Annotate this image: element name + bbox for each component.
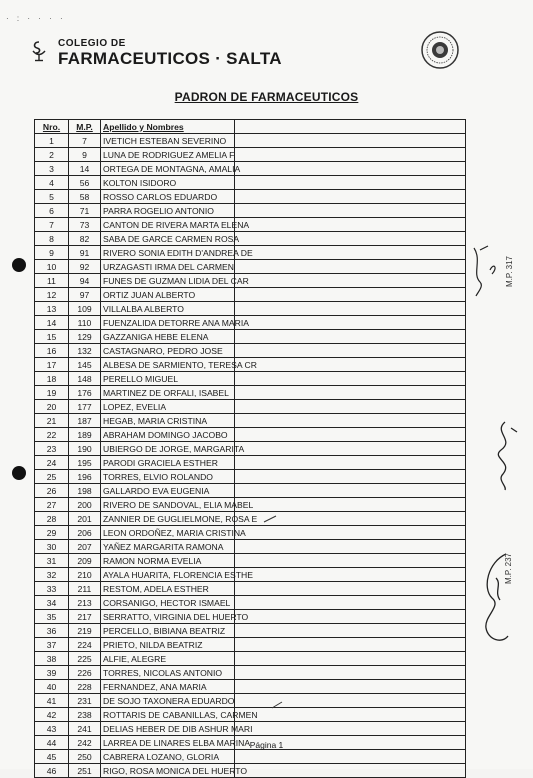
table-row — [35, 470, 466, 484]
row-mp: 177 — [69, 400, 101, 414]
row-mp: 200 — [69, 498, 101, 512]
official-seal-icon — [420, 30, 460, 70]
row-signature-cell — [235, 582, 466, 596]
page-number: Página 1 — [249, 740, 284, 750]
row-name: ORTEGA DE MONTAGNA, AMALIA — [101, 162, 235, 176]
row-name: GAZZANIGA HEBE ELENA — [101, 330, 235, 344]
table-row — [35, 666, 466, 680]
table-row — [35, 624, 466, 638]
row-name: KOLTON ISIDORO — [101, 176, 235, 190]
scan-dots: · : · · · · — [6, 14, 66, 23]
row-signature-cell — [235, 596, 466, 610]
row-name: ORTIZ JUAN ALBERTO — [101, 288, 235, 302]
row-nro: 14 — [35, 316, 69, 330]
row-name: RESTOM, ADELA ESTHER — [101, 582, 235, 596]
brand-title: FARMACEUTICOS · SALTA — [58, 49, 282, 68]
row-name: LUNA DE RODRIGUEZ AMELIA F. — [101, 148, 235, 162]
row-mp: 109 — [69, 302, 101, 316]
row-nro: 29 — [35, 526, 69, 540]
row-nro: 17 — [35, 358, 69, 372]
row-mp: 94 — [69, 274, 101, 288]
row-nro: 28 — [35, 512, 69, 526]
row-mp: 226 — [69, 666, 101, 680]
table-row — [35, 274, 466, 288]
table-row — [35, 400, 466, 414]
row-nro: 45 — [35, 750, 69, 764]
row-nro: 10 — [35, 260, 69, 274]
row-name: URZAGASTI IRMA DEL CARMEN — [101, 260, 235, 274]
table-row — [35, 596, 466, 610]
row-name: MARTINEZ DE ORFALI, ISABEL — [101, 386, 235, 400]
row-mp: 97 — [69, 288, 101, 302]
margin-note-1: M.P. 317 — [505, 256, 514, 287]
row-name: GALLARDO EVA EUGENIA — [101, 484, 235, 498]
row-mp: 250 — [69, 750, 101, 764]
row-signature-cell — [235, 680, 466, 694]
row-nro: 21 — [35, 414, 69, 428]
row-name: IVETICH ESTEBAN SEVERINO — [101, 134, 235, 148]
row-signature-cell — [235, 260, 466, 274]
table-row — [35, 750, 466, 764]
table-row — [35, 694, 466, 708]
row-name: ALFIE, ALEGRE — [101, 652, 235, 666]
row-signature-cell — [235, 652, 466, 666]
row-mp: 219 — [69, 624, 101, 638]
row-signature-cell — [235, 372, 466, 386]
row-signature-cell — [235, 274, 466, 288]
row-nro: 26 — [35, 484, 69, 498]
brand-subtitle: COLEGIO DE — [58, 38, 126, 49]
row-signature-cell — [235, 190, 466, 204]
row-nro: 40 — [35, 680, 69, 694]
table-row — [35, 456, 466, 470]
row-mp: 211 — [69, 582, 101, 596]
row-mp: 110 — [69, 316, 101, 330]
table-row — [35, 246, 466, 260]
row-nro: 32 — [35, 568, 69, 582]
table-row — [35, 316, 466, 330]
row-nro: 25 — [35, 470, 69, 484]
table-row — [35, 568, 466, 582]
table-row — [35, 358, 466, 372]
row-nro: 6 — [35, 204, 69, 218]
row-mp: 176 — [69, 386, 101, 400]
row-name: TORRES, ELVIO ROLANDO — [101, 470, 235, 484]
check-mark-icon — [270, 700, 284, 710]
row-nro: 30 — [35, 540, 69, 554]
table-row — [35, 554, 466, 568]
table-row — [35, 652, 466, 666]
row-mp: 231 — [69, 694, 101, 708]
table-row — [35, 372, 466, 386]
row-nro: 34 — [35, 596, 69, 610]
row-nro: 44 — [35, 736, 69, 750]
table-row — [35, 708, 466, 722]
row-mp: 217 — [69, 610, 101, 624]
row-name: DE SOJO TAXONERA EDUARDO — [101, 694, 235, 708]
row-name: PARODI GRACIELA ESTHER — [101, 456, 235, 470]
row-mp: 187 — [69, 414, 101, 428]
row-name: TORRES, NICOLAS ANTONIO — [101, 666, 235, 680]
row-mp: 132 — [69, 344, 101, 358]
row-mp: 242 — [69, 736, 101, 750]
row-nro: 31 — [35, 554, 69, 568]
row-name: ABRAHAM DOMINGO JACOBO — [101, 428, 235, 442]
table-row — [35, 526, 466, 540]
table-row — [35, 414, 466, 428]
row-signature-cell — [235, 666, 466, 680]
table-row — [35, 428, 466, 442]
table-row — [35, 512, 466, 526]
row-name: DELIAS HEBER DE DIB ASHUR MARI — [101, 722, 235, 736]
row-name: CANTON DE RIVERA MARTA ELENA — [101, 218, 235, 232]
row-signature-cell — [235, 442, 466, 456]
table-row — [35, 190, 466, 204]
row-mp: 225 — [69, 652, 101, 666]
row-mp: 71 — [69, 204, 101, 218]
table-row — [35, 148, 466, 162]
row-nro: 23 — [35, 442, 69, 456]
row-nro: 37 — [35, 638, 69, 652]
punch-hole-top — [12, 258, 26, 272]
row-signature-cell — [235, 358, 466, 372]
row-nro: 39 — [35, 666, 69, 680]
table-row — [35, 344, 466, 358]
table-row — [35, 260, 466, 274]
row-mp: 92 — [69, 260, 101, 274]
table-row — [35, 218, 466, 232]
row-nro: 15 — [35, 330, 69, 344]
row-name: LARREA DE LINARES ELBA MARINA — [101, 736, 235, 750]
row-name: SERRATTO, VIRGINIA DEL HUERTO — [101, 610, 235, 624]
row-signature-cell — [235, 302, 466, 316]
row-signature-cell — [235, 498, 466, 512]
row-signature-cell — [235, 344, 466, 358]
table-row — [35, 134, 466, 148]
header-signature — [235, 120, 466, 134]
row-mp: 14 — [69, 162, 101, 176]
row-mp: 196 — [69, 470, 101, 484]
row-nro: 1 — [35, 134, 69, 148]
row-name: RAMON NORMA EVELIA — [101, 554, 235, 568]
row-signature-cell — [235, 428, 466, 442]
row-mp: 195 — [69, 456, 101, 470]
row-name: AYALA HUARITA, FLORENCIA ESTHE — [101, 568, 235, 582]
margin-note-2: M.P. 237 — [504, 553, 513, 584]
row-nro: 5 — [35, 190, 69, 204]
row-name: VILLALBA ALBERTO — [101, 302, 235, 316]
row-name: PARRA ROGELIO ANTONIO — [101, 204, 235, 218]
table-row — [35, 764, 466, 778]
row-mp: 241 — [69, 722, 101, 736]
row-nro: 38 — [35, 652, 69, 666]
row-name: CORSANIGO, HECTOR ISMAEL — [101, 596, 235, 610]
table-row — [35, 638, 466, 652]
row-signature-cell — [235, 750, 466, 764]
table-row — [35, 302, 466, 316]
table-row — [35, 162, 466, 176]
table-row — [35, 498, 466, 512]
row-nro: 9 — [35, 246, 69, 260]
row-signature-cell — [235, 316, 466, 330]
row-name: FERNANDEZ, ANA MARIA — [101, 680, 235, 694]
row-signature-cell — [235, 414, 466, 428]
row-signature-cell — [235, 470, 466, 484]
row-nro: 24 — [35, 456, 69, 470]
row-signature-cell — [235, 148, 466, 162]
table-row — [35, 540, 466, 554]
row-name: YAÑEZ MARGARITA RAMONA — [101, 540, 235, 554]
row-nro: 16 — [35, 344, 69, 358]
pharmacy-logo-icon — [30, 40, 48, 62]
row-nro: 18 — [35, 372, 69, 386]
row-name: CABRERA LOZANO, GLORIA — [101, 750, 235, 764]
row-signature-cell — [235, 456, 466, 470]
row-nro: 33 — [35, 582, 69, 596]
row-nro: 2 — [35, 148, 69, 162]
row-nro: 22 — [35, 428, 69, 442]
row-signature-cell — [235, 162, 466, 176]
row-mp: 206 — [69, 526, 101, 540]
row-mp: 82 — [69, 232, 101, 246]
table-row — [35, 722, 466, 736]
row-name: ROSSO CARLOS EDUARDO — [101, 190, 235, 204]
row-mp: 207 — [69, 540, 101, 554]
row-name: SABA DE GARCE CARMEN ROSA — [101, 232, 235, 246]
row-mp: 58 — [69, 190, 101, 204]
table-row — [35, 484, 466, 498]
row-mp: 148 — [69, 372, 101, 386]
row-mp: 251 — [69, 764, 101, 778]
row-name: RIGO, ROSA MONICA DEL HUERTO — [101, 764, 235, 778]
row-signature-cell — [235, 176, 466, 190]
row-nro: 19 — [35, 386, 69, 400]
row-nro: 11 — [35, 274, 69, 288]
row-signature-cell — [235, 330, 466, 344]
row-signature-cell — [235, 134, 466, 148]
table-row — [35, 442, 466, 456]
row-name: PERCELLO, BIBIANA BEATRIZ — [101, 624, 235, 638]
row-signature-cell — [235, 764, 466, 778]
handwritten-signature-icon — [485, 418, 525, 493]
row-nro: 35 — [35, 610, 69, 624]
header-mp: M.P. — [69, 120, 101, 134]
row-mp: 91 — [69, 246, 101, 260]
row-mp: 189 — [69, 428, 101, 442]
punch-hole-bottom — [12, 466, 26, 480]
row-mp: 210 — [69, 568, 101, 582]
table-row — [35, 288, 466, 302]
row-signature-cell — [235, 484, 466, 498]
table-row — [35, 330, 466, 344]
row-name: ZANNIER DE GUGLIELMONE, ROSA E — [101, 512, 235, 526]
row-mp: 7 — [69, 134, 101, 148]
table-row — [35, 582, 466, 596]
row-name: FUENZALIDA DETORRE ANA MARIA — [101, 316, 235, 330]
row-mp: 238 — [69, 708, 101, 722]
row-name: RIVERO DE SANDOVAL, ELIA MABEL — [101, 498, 235, 512]
row-nro: 12 — [35, 288, 69, 302]
row-signature-cell — [235, 624, 466, 638]
row-signature-cell — [235, 722, 466, 736]
row-mp: 145 — [69, 358, 101, 372]
row-signature-cell — [235, 386, 466, 400]
table-row — [35, 232, 466, 246]
row-signature-cell — [235, 288, 466, 302]
row-mp: 228 — [69, 680, 101, 694]
row-mp: 224 — [69, 638, 101, 652]
row-name: PRIETO, NILDA BEATRIZ — [101, 638, 235, 652]
row-nro: 43 — [35, 722, 69, 736]
row-name: CASTAGNARO, PEDRO JOSE — [101, 344, 235, 358]
table-row — [35, 386, 466, 400]
table-row — [35, 176, 466, 190]
row-signature-cell — [235, 526, 466, 540]
row-mp: 73 — [69, 218, 101, 232]
table-row — [35, 204, 466, 218]
row-name: RIVERO SONIA EDITH D'ANDREA DE — [101, 246, 235, 260]
row-signature-cell — [235, 400, 466, 414]
row-mp: 129 — [69, 330, 101, 344]
row-signature-cell — [235, 204, 466, 218]
header-name: Apellido y Nombres — [101, 120, 235, 134]
row-mp: 213 — [69, 596, 101, 610]
row-nro: 4 — [35, 176, 69, 190]
row-signature-cell — [235, 218, 466, 232]
row-nro: 27 — [35, 498, 69, 512]
row-name: PERELLO MIGUEL — [101, 372, 235, 386]
row-name: FUNES DE GUZMAN LIDIA DEL CAR — [101, 274, 235, 288]
header-nro: Nro. — [35, 120, 69, 134]
row-name: ALBESA DE SARMIENTO, TERESA CR — [101, 358, 235, 372]
row-mp: 190 — [69, 442, 101, 456]
table-header-row — [35, 120, 466, 134]
row-nro: 42 — [35, 708, 69, 722]
row-mp: 198 — [69, 484, 101, 498]
pharmacists-table — [34, 119, 466, 778]
row-name: UBIERGO DE JORGE, MARGARITA — [101, 442, 235, 456]
row-nro: 7 — [35, 218, 69, 232]
row-nro: 41 — [35, 694, 69, 708]
row-nro: 3 — [35, 162, 69, 176]
row-signature-cell — [235, 246, 466, 260]
row-signature-cell — [235, 232, 466, 246]
row-name: HEGAB, MARIA CRISTINA — [101, 414, 235, 428]
row-nro: 20 — [35, 400, 69, 414]
table-row — [35, 680, 466, 694]
table-row — [35, 610, 466, 624]
row-signature-cell — [235, 568, 466, 582]
row-nro: 36 — [35, 624, 69, 638]
row-name: LEON ORDOÑEZ, MARIA CRISTINA — [101, 526, 235, 540]
row-mp: 209 — [69, 554, 101, 568]
handwritten-signature-icon — [468, 240, 508, 300]
row-nro: 8 — [35, 232, 69, 246]
check-mark-icon — [262, 514, 278, 524]
document-title: PADRON DE FARMACEUTICOS — [174, 90, 359, 104]
row-signature-cell — [235, 638, 466, 652]
row-name: LOPEZ, EVELIA — [101, 400, 235, 414]
row-signature-cell — [235, 540, 466, 554]
row-mp: 201 — [69, 512, 101, 526]
row-mp: 9 — [69, 148, 101, 162]
row-name: ROTTARIS DE CABANILLAS, CARMEN — [101, 708, 235, 722]
row-signature-cell — [235, 554, 466, 568]
row-nro: 13 — [35, 302, 69, 316]
row-mp: 56 — [69, 176, 101, 190]
row-nro: 46 — [35, 764, 69, 778]
row-signature-cell — [235, 610, 466, 624]
